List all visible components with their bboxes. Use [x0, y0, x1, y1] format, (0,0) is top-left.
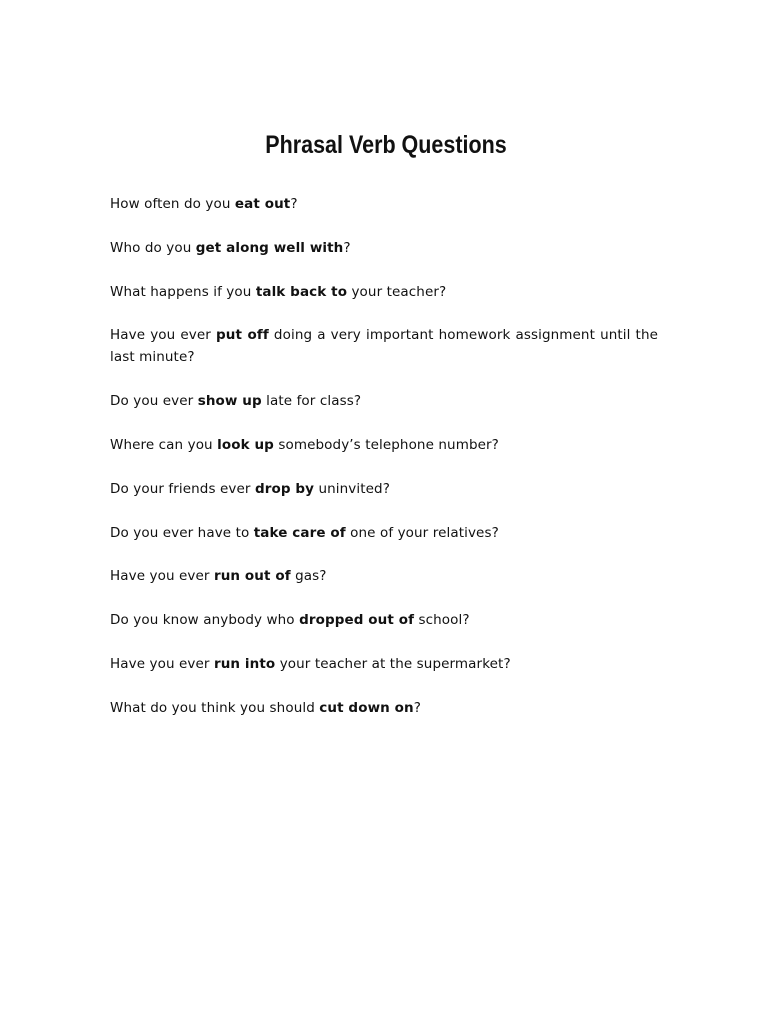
- phrasal-verb: run into: [213, 655, 276, 672]
- phrasal-verb: dropped out of: [299, 612, 415, 629]
- question-text: late for class?: [261, 393, 362, 410]
- question-text: How often do you: [110, 196, 235, 212]
- question-item: [110, 237, 658, 259]
- question-text: Who do you: [110, 239, 196, 256]
- question-text: What happens if you: [110, 283, 256, 300]
- question-item: [110, 565, 658, 587]
- question-item: [110, 697, 658, 719]
- phrasal-verb: take care of: [253, 524, 346, 541]
- question-text: somebody’s telephone number?: [273, 436, 499, 453]
- question-text: Do you ever have to: [110, 524, 254, 541]
- question-text: Do you know anybody who: [110, 612, 300, 629]
- question-text: your teacher at the supermarket?: [275, 655, 511, 672]
- question-text: uninvited?: [314, 480, 390, 497]
- question-item: [110, 193, 658, 215]
- phrasal-verb: eat out: [234, 196, 291, 212]
- question-text: Have you ever: [110, 655, 214, 672]
- question-text: Where can you: [110, 436, 218, 453]
- question-item: [110, 609, 658, 631]
- question-item: [110, 478, 658, 500]
- question-list: [110, 193, 658, 741]
- question-text: Have you ever: [110, 327, 217, 344]
- question-item: [110, 522, 658, 544]
- question-text: ?: [343, 239, 351, 256]
- question-item: [110, 653, 658, 675]
- question-text: doing a very important homework assignment until the last minute?: [110, 327, 659, 366]
- phrasal-verb: drop by: [254, 480, 315, 497]
- phrasal-verb: talk back to: [255, 283, 348, 300]
- phrasal-verb: put off: [216, 327, 269, 344]
- phrasal-verb: get along well with: [195, 239, 344, 256]
- question-text: ?: [413, 699, 422, 716]
- question-text: gas?: [290, 568, 327, 585]
- question-text: Do you ever: [110, 393, 198, 410]
- question-text: one of your relatives?: [345, 524, 499, 541]
- phrasal-verb: cut down on: [319, 699, 414, 716]
- question-item: [110, 324, 658, 368]
- question-text: What do you think you should: [110, 699, 320, 716]
- question-item: [110, 390, 658, 412]
- question-text: ?: [290, 196, 298, 212]
- question-text: Have you ever: [110, 568, 214, 585]
- question-item: [110, 434, 658, 456]
- question-item: [110, 281, 658, 303]
- question-text: your teacher?: [347, 283, 447, 300]
- phrasal-verb: show up: [197, 393, 262, 410]
- page-title: Phrasal Verb Questions: [265, 131, 507, 159]
- phrasal-verb: look up: [217, 436, 274, 453]
- phrasal-verb: run out of: [213, 568, 291, 585]
- question-text: school?: [414, 612, 470, 629]
- question-text: Do your friends ever: [110, 480, 255, 497]
